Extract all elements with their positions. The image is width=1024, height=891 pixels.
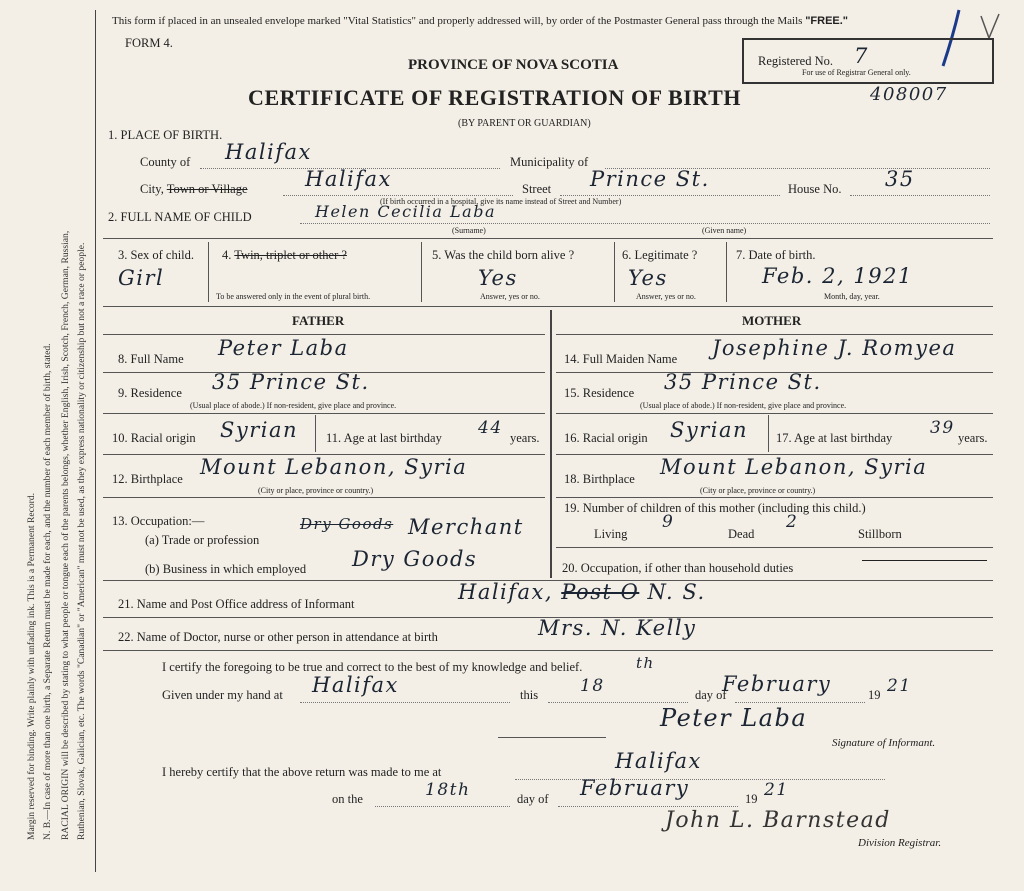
given-dayof-label: day of xyxy=(695,688,727,702)
business-label: (b) Business in which employed xyxy=(145,562,307,576)
certificate-number: 408007 xyxy=(870,84,948,105)
legitimate-value: Yes xyxy=(628,266,668,290)
county-label: County of xyxy=(140,155,191,169)
father-birthplace-note: (City or place, province or country.) xyxy=(258,486,374,495)
given-day-value: 18 xyxy=(580,676,605,696)
given-year-prefix: 19 xyxy=(868,688,881,702)
given-place-value: Halifax xyxy=(312,673,399,697)
registrar-day-value: 18th xyxy=(425,780,471,800)
mother-heading: MOTHER xyxy=(742,313,802,328)
margin-note-4: Ruthenian, Slovak, Galician, etc. The words "Canadian" or "American" must not be used, as they express nationality or citizenship but not a race or people. xyxy=(76,242,87,840)
col-divider xyxy=(614,242,615,302)
mother-line xyxy=(556,497,993,498)
registered-number: 7 xyxy=(854,44,869,68)
mother-residence-note: (Usual place of abode.) If non-resident, give place and province. xyxy=(640,401,847,410)
father-race-label: 10. Racial origin xyxy=(112,431,196,445)
mother-age-label: 17. Age at last birthday xyxy=(776,431,893,445)
row-divider-top xyxy=(103,238,993,239)
child-name-label: 2. FULL NAME OF CHILD xyxy=(108,210,252,224)
informant-city: Halifax, Post O N. S. xyxy=(458,580,706,604)
mother-col-divider xyxy=(768,415,769,452)
given-name-note: (Given name) xyxy=(702,226,747,235)
given-day-suffix: th xyxy=(636,654,655,672)
father-years: years. xyxy=(510,431,540,445)
occupation-label: 13. Occupation:— xyxy=(112,514,205,528)
trade-value: Merchant xyxy=(408,515,524,539)
registrar-signature-label: Division Registrar. xyxy=(858,837,942,849)
mother-birthplace-label: 18. Birthplace xyxy=(564,472,635,486)
mother-birthplace-note: (City or place, province or country.) xyxy=(700,486,816,495)
trade-struck-value: Dry Goods xyxy=(300,515,394,533)
mother-line xyxy=(556,547,993,548)
father-race-value: Syrian xyxy=(220,418,299,442)
page-subtitle: (BY PARENT OR GUARDIAN) xyxy=(458,118,591,129)
birth-date-value: Feb. 2, 1921 xyxy=(762,264,913,288)
father-residence-label: 9. Residence xyxy=(118,386,182,400)
city-label: City, Town or Village xyxy=(140,182,248,196)
father-birthplace-value: Mount Lebanon, Syria xyxy=(200,455,468,479)
this-label: this xyxy=(520,688,539,702)
father-line xyxy=(103,334,545,335)
margin-note-3: RACIAL ORIGIN will be described by stating to what people or tongue each of the parents belongs, whether English, Irish, Scotch, French, German, Russian, xyxy=(60,230,71,840)
alive-label: 5. Was the child born alive ? xyxy=(432,248,575,262)
col-divider xyxy=(421,242,422,302)
sex-value: Girl xyxy=(118,266,165,290)
registrar-month-line xyxy=(558,806,738,807)
mother-line xyxy=(556,413,993,414)
mother-line xyxy=(556,334,993,335)
trade-label: (a) Trade or profession xyxy=(145,533,260,547)
mother-age-value: 39 xyxy=(930,418,955,438)
child-name-value: Helen Cecilia Laba xyxy=(315,202,496,221)
living-value: 9 xyxy=(662,512,675,532)
father-residence-note: (Usual place of abode.) If non-resident, give place and province. xyxy=(190,401,397,410)
house-line xyxy=(850,195,990,196)
alive-note: Answer, yes or no. xyxy=(480,292,540,301)
father-line xyxy=(103,413,545,414)
registrar-place-line xyxy=(515,779,885,780)
registrar-place-value: Halifax xyxy=(615,749,702,773)
mother-residence-value: 35 Prince St. xyxy=(664,370,822,394)
parent-divider xyxy=(550,310,552,578)
row-divider xyxy=(103,650,993,651)
father-name-label: 8. Full Name xyxy=(118,352,184,366)
house-value: 35 xyxy=(885,167,915,191)
father-line xyxy=(103,497,545,498)
informant-struck: Post O xyxy=(561,580,640,604)
given-month-value: February xyxy=(722,672,832,696)
informant-label: 21. Name and Post Office address of Informant xyxy=(118,597,355,611)
day-line xyxy=(548,702,688,703)
mother-race-label: 16. Racial origin xyxy=(564,431,648,445)
informant-signature: Peter Laba xyxy=(660,704,808,732)
registrar-certify: I hereby certify that the above return was made to me at xyxy=(162,765,442,779)
alive-value: Yes xyxy=(478,266,518,290)
mother-years: years. xyxy=(958,431,988,445)
form-number: FORM 4. xyxy=(125,36,173,50)
registered-box xyxy=(742,38,994,84)
short-rule xyxy=(498,737,606,738)
occupation-dash xyxy=(862,560,987,561)
father-name-value: Peter Laba xyxy=(218,336,349,360)
registrar-year-value: 21 xyxy=(764,780,789,800)
mother-name-value: Josephine J. Romyea xyxy=(712,336,957,360)
father-col-divider xyxy=(315,415,316,452)
child-name-line xyxy=(300,223,990,224)
registrar-signature: John L. Barnstead xyxy=(665,808,891,833)
twin-label: 4. Twin, triplet or other ? xyxy=(222,248,347,262)
living-label: Living xyxy=(594,527,628,541)
given-under-label: Given under my hand at xyxy=(162,688,283,702)
registrar-year-prefix: 19 xyxy=(745,792,758,806)
place-of-birth-label: 1. PLACE OF BIRTH. xyxy=(108,128,223,142)
father-age-value: 44 xyxy=(478,418,503,438)
city-line xyxy=(283,195,513,196)
father-heading: FATHER xyxy=(292,313,345,328)
informant-signature-label: Signature of Informant. xyxy=(832,737,936,749)
street-line xyxy=(560,195,780,196)
registrar-dayof-label: day of xyxy=(517,792,549,806)
mother-occupation-label: 20. Occupation, if other than household duties xyxy=(562,561,794,575)
doctor-label: 22. Name of Doctor, nurse or other person in attendance at birth xyxy=(118,630,438,644)
registrar-day-line xyxy=(375,806,510,807)
registrar-note: For use of Registrar General only. xyxy=(802,68,911,77)
twin-note: To be answered only in the event of plural birth. xyxy=(216,292,371,301)
mother-residence-label: 15. Residence xyxy=(564,386,635,400)
mother-race-value: Syrian xyxy=(670,418,749,442)
birth-date-note: Month, day, year. xyxy=(824,292,880,301)
mother-name-label: 14. Full Maiden Name xyxy=(564,352,678,366)
father-birthplace-label: 12. Birthplace xyxy=(112,472,183,486)
house-label: House No. xyxy=(788,182,842,196)
father-age-label: 11. Age at last birthday xyxy=(326,431,442,445)
dead-label: Dead xyxy=(728,527,755,541)
registered-label: Registered No. xyxy=(758,54,833,68)
legitimate-label: 6. Legitimate ? xyxy=(622,248,698,262)
doctor-value: Mrs. N. Kelly xyxy=(538,616,697,640)
margin-note-2: N. B.—In case of more than one birth, a Separate Return must be made for each, and the number of each member of birth, stated. xyxy=(42,343,53,840)
father-residence-value: 35 Prince St. xyxy=(212,370,370,394)
month-line xyxy=(735,702,865,703)
children-count-label: 19. Number of children of this mother (including this child.) xyxy=(564,501,866,515)
business-value: Dry Goods xyxy=(352,547,478,571)
binding-margin-line xyxy=(95,10,96,872)
given-place-line xyxy=(300,702,510,703)
county-value: Halifax xyxy=(225,140,312,164)
dead-value: 2 xyxy=(786,512,799,532)
mail-notice: This form if placed in an unsealed envelope marked "Vital Statistics" and properly addressed will, by order of the Postmaster General pass through the Mails "FREE." xyxy=(112,15,849,27)
city-value: Halifax xyxy=(305,167,392,191)
stillborn-label: Stillborn xyxy=(858,527,902,541)
given-year-value: 21 xyxy=(887,676,912,696)
certify-text: I certify the foregoing to be true and correct to the best of my knowledge and belief. xyxy=(162,660,583,674)
birth-date-label: 7. Date of birth. xyxy=(736,248,816,262)
registrar-month-value: February xyxy=(580,776,690,800)
sex-label: 3. Sex of child. xyxy=(118,248,195,262)
street-value: Prince St. xyxy=(590,167,710,191)
municipality-label: Municipality of xyxy=(510,155,589,169)
registrar-on-label: on the xyxy=(332,792,363,806)
province-heading: PROVINCE OF NOVA SCOTIA xyxy=(408,57,619,73)
surname-note: (Surname) xyxy=(452,226,486,235)
col-divider xyxy=(208,242,209,302)
legitimate-note: Answer, yes or no. xyxy=(636,292,696,301)
col-divider xyxy=(726,242,727,302)
town-label: Town or Village xyxy=(166,182,248,196)
page-title: CERTIFICATE OF REGISTRATION OF BIRTH xyxy=(248,85,742,110)
margin-note-1: Margin reserved for binding. Write plainly with unfading ink. This is a Permanent Record. xyxy=(26,492,37,840)
free-label: "FREE." xyxy=(805,15,849,27)
mother-birthplace-value: Mount Lebanon, Syria xyxy=(660,455,928,479)
informant-province: N. S. xyxy=(647,580,706,604)
street-note: (If birth occurred in a hospital, give its name instead of Street and Number) xyxy=(380,197,622,206)
row-divider xyxy=(103,306,993,307)
street-label: Street xyxy=(522,182,552,196)
